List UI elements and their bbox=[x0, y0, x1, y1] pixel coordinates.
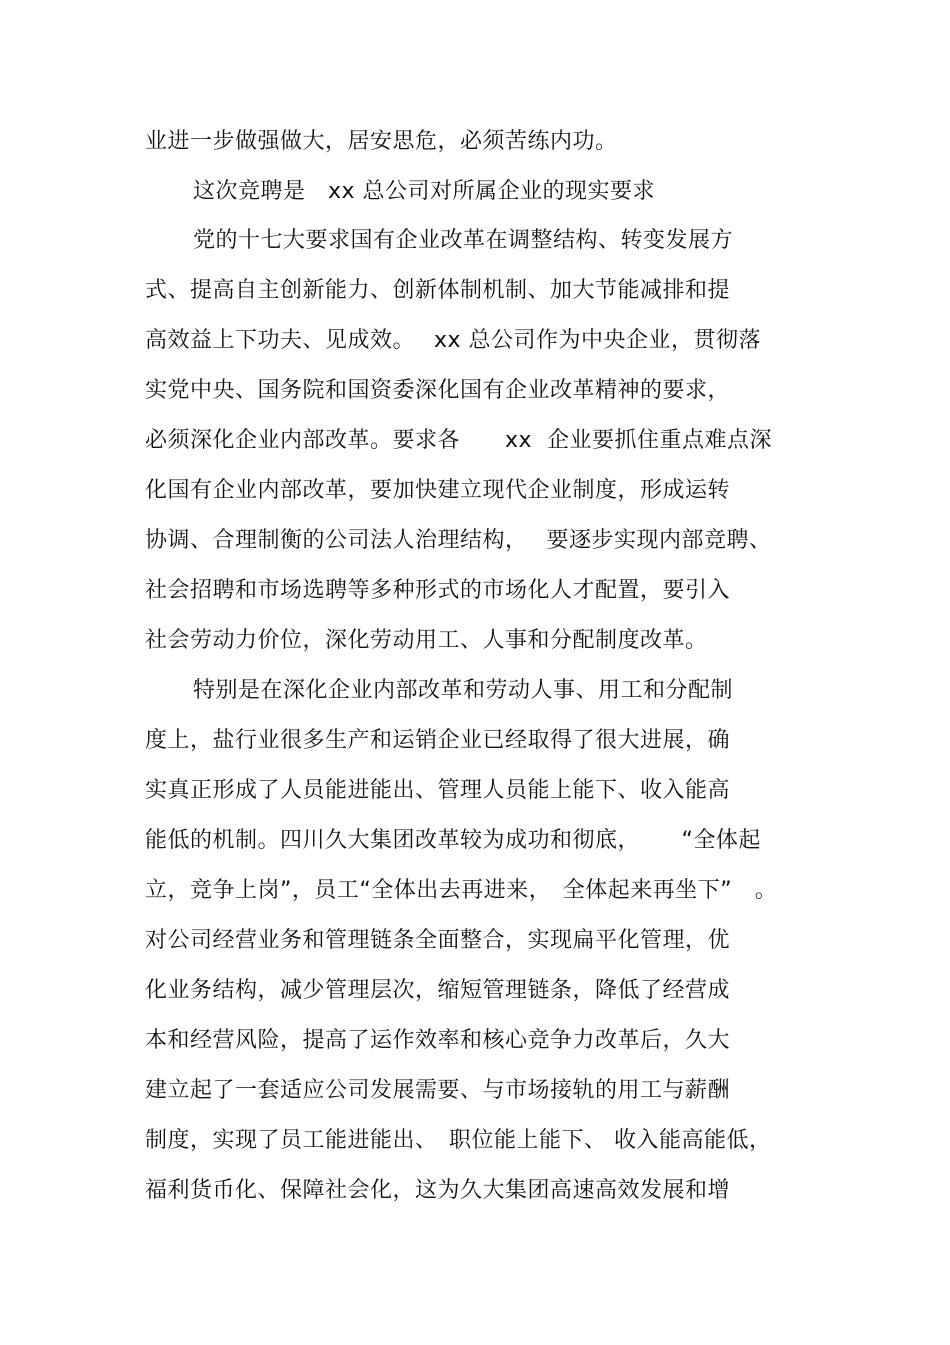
text-line: 高效益上下功夫、见成效。 xx 总公司作为中央企业，贯彻落 bbox=[145, 328, 762, 353]
text-line: 协调、合理制衡的公司法人治理结构， 要逐步实现内部竞聘、 bbox=[145, 528, 772, 553]
text-line: 业进一步做强做大，居安思危，必须苦练内功。 bbox=[145, 129, 618, 154]
section-heading: 这次竞聘是 xx 总公司对所属企业的现实要求 bbox=[193, 179, 656, 204]
text-line: 社会劳动力价位，深化劳动用工、人事和分配制度改革。 bbox=[145, 628, 708, 653]
text-line: 能低的机制。四川久大集团改革较为成功和彻底， “全体起 bbox=[145, 828, 761, 853]
text-line: 必须深化企业内部改革。要求各 xx 企业要抓住重点难点深 bbox=[145, 428, 773, 453]
text-line: 本和经营风险，提高了运作效率和核心竞争力改革后，久大 bbox=[145, 1028, 731, 1053]
text-line: 式、提高自主创新能力、创新体制机制、加大节能减排和提 bbox=[145, 278, 731, 303]
text-line: 建立起了一套适应公司发展需要、与市场接轨的用工与薪酬 bbox=[145, 1078, 731, 1103]
text-line: 特别是在深化企业内部改革和劳动人事、用工和分配制 bbox=[193, 678, 734, 703]
text-line: 福利货币化、保障社会化，这为久大集团高速高效发展和增 bbox=[145, 1178, 731, 1203]
text-line: 制度，实现了员工能进能出、 职位能上能下、 收入能高能低， bbox=[145, 1128, 772, 1153]
text-line: 度上，盐行业很多生产和运销企业已经取得了很大进展，确 bbox=[145, 728, 731, 753]
text-line: 实真正形成了人员能进能出、管理人员能上能下、收入能高 bbox=[145, 778, 731, 803]
text-line: 社会招聘和市场选聘等多种形式的市场化人才配置，要引入 bbox=[145, 578, 731, 603]
text-line: 立，竞争上岗”，员工“全体出去再进来， 全体起来再坐下” 。 bbox=[145, 878, 778, 903]
text-line: 实党中央、国务院和国资委深化国有企业改革精神的要求， bbox=[145, 378, 731, 403]
text-line: 化国有企业内部改革，要加快建立现代企业制度，形成运转 bbox=[145, 478, 731, 503]
text-line: 化业务结构，减少管理层次，缩短管理链条，降低了经营成 bbox=[145, 978, 731, 1003]
text-line: 党的十七大要求国有企业改革在调整结构、转变发展方 bbox=[193, 228, 734, 253]
text-line: 对公司经营业务和管理链条全面整合，实现扁平化管理，优 bbox=[145, 928, 731, 953]
